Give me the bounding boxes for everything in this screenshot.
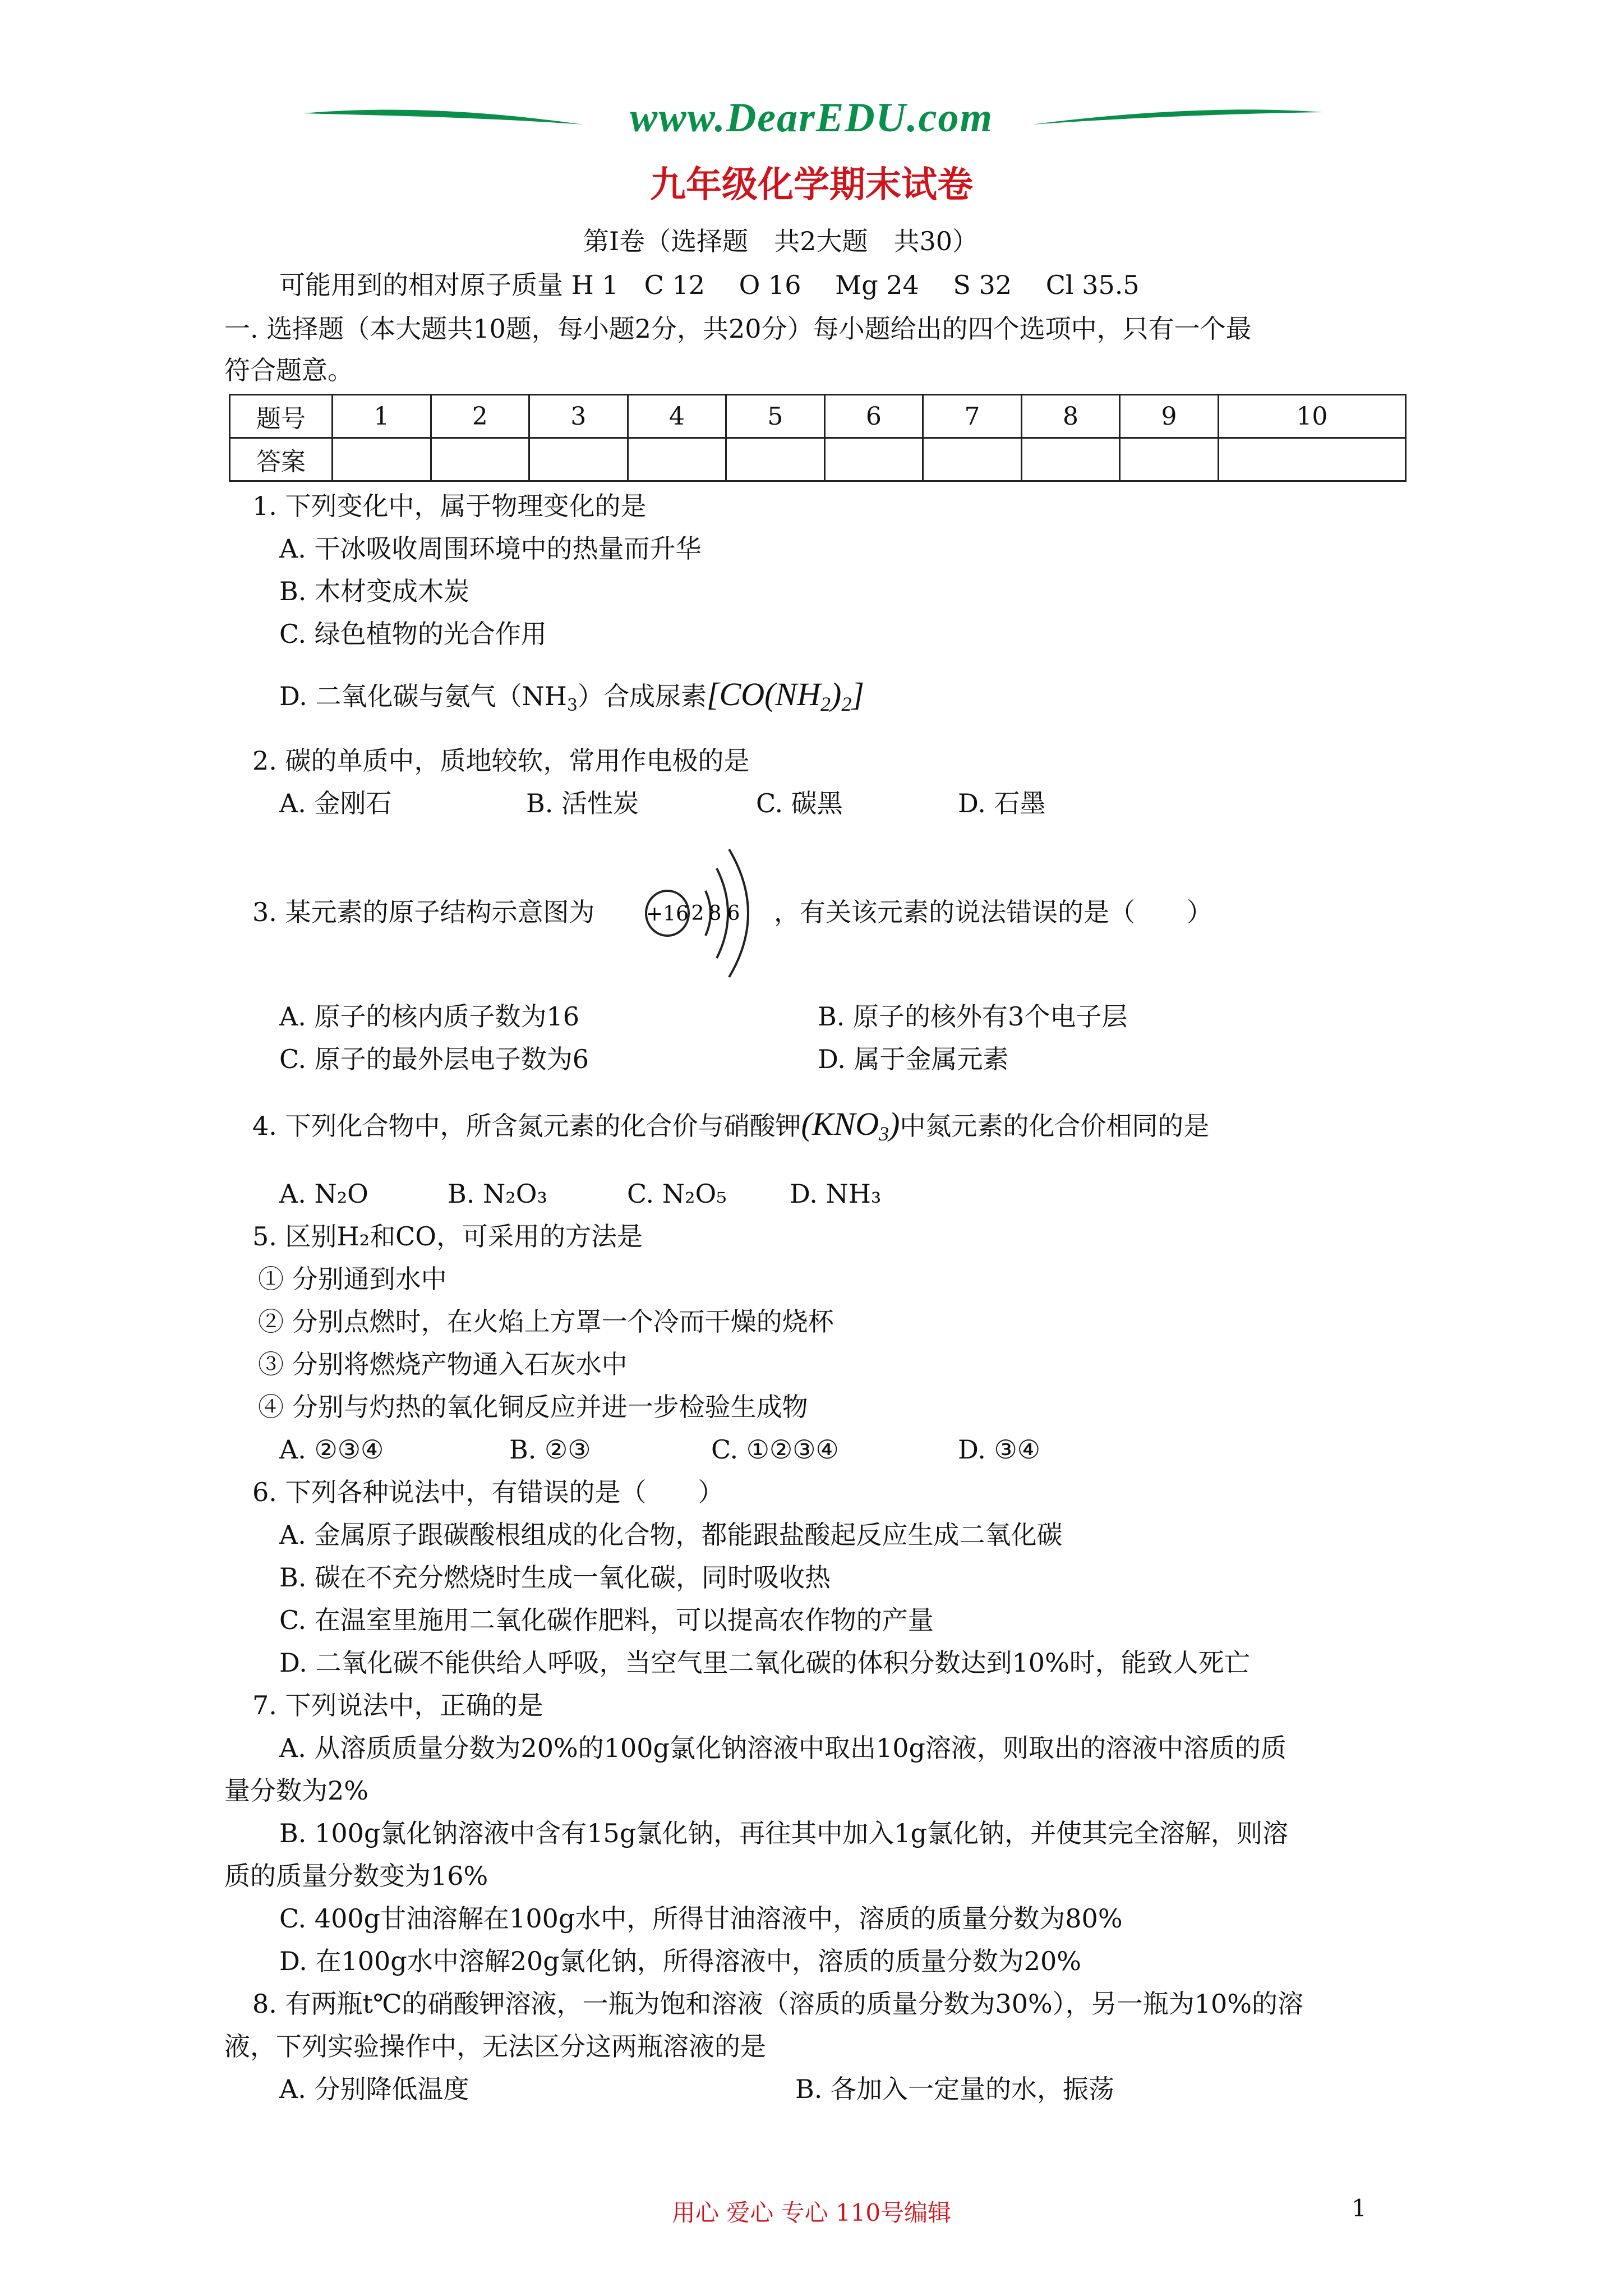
- answer-cell[interactable]: [1218, 438, 1405, 481]
- table-cell: 8: [1021, 395, 1120, 438]
- footer-text: 用心 爱心 专心 110号编辑: [671, 2199, 952, 2226]
- table-cell: 7: [923, 395, 1022, 438]
- q7-option-b-line1: B. 100g氯化钠溶液中含有15g氯化钠，再往其中加入1g氯化钠，并使其完全溶解，则溶: [279, 1818, 1288, 1848]
- q5-method-3: ③ 分别将燃烧产物通入石灰水中: [258, 1349, 628, 1379]
- q1-option-c: C. 绿色植物的光合作用: [279, 619, 547, 649]
- formula-part: ]: [851, 676, 864, 712]
- shell-2-count: 8: [708, 902, 722, 925]
- table-cell: 10: [1218, 395, 1405, 438]
- table-cell: 答案: [230, 438, 333, 481]
- q4-stem: [252, 1107, 1209, 1145]
- q5-option-b: B. ②③: [509, 1434, 591, 1465]
- q2-option-a: A. 金刚石: [279, 788, 392, 818]
- q2-stem: 2. 碳的单质中，质地较软，常用作电极的是: [252, 746, 750, 776]
- section-heading: 第Ⅰ卷（选择题 共2大题 共30）: [583, 226, 978, 256]
- q7-stem: 7. 下列说法中，正确的是: [252, 1690, 543, 1720]
- part1-instructions-2: 符合题意。: [224, 355, 353, 385]
- q6-option-d: D. 二氧化碳不能供给人呼吸，当空气里二氧化碳的体积分数达到10%时，能致人死亡: [279, 1648, 1250, 1678]
- q2-option-d: D. 石墨: [958, 788, 1046, 818]
- q8-option-b: B. 各加入一定量的水，振荡: [795, 2074, 1115, 2104]
- q5-method-4: ④ 分别与灼热的氧化铜反应并进一步检验生成物: [258, 1392, 808, 1422]
- formula-part: [CO(NH: [706, 676, 820, 712]
- q5-method-1: ① 分别通到水中: [258, 1264, 447, 1294]
- q8-stem-line1: 8. 有两瓶t℃的硝酸钾溶液，一瓶为饱和溶液（溶质的质量分数为30%），另一瓶为10%的溶: [252, 1989, 1303, 2019]
- table-cell: 3: [529, 395, 628, 438]
- q2-option-c: C. 碳黑: [756, 788, 843, 818]
- answer-cell[interactable]: [628, 438, 726, 481]
- formula-part: (KNO: [801, 1106, 879, 1142]
- answer-cell[interactable]: [923, 438, 1022, 481]
- q1-d-sub: 3: [566, 696, 578, 715]
- formula-sub: 3: [879, 1122, 889, 1145]
- page-number: 1: [1352, 2194, 1367, 2222]
- q1-d-text: D. 二氧化碳与氨气（NH: [279, 681, 567, 711]
- shell-3-count: 6: [727, 902, 740, 925]
- table-cell: 4: [628, 395, 726, 438]
- q4-option-c: C. N₂O₅: [627, 1179, 727, 1209]
- q1-option-d: [279, 678, 864, 717]
- shell-1-count: 2: [691, 902, 704, 925]
- q1-d-text2: ）合成尿素: [577, 681, 707, 711]
- table-cell: 题号: [230, 395, 333, 438]
- q7-option-c: C. 400g甘油溶解在100g水中，所得甘油溶液中，溶质的质量分数为80%: [279, 1903, 1123, 1934]
- atom-structure-diagram: [639, 835, 774, 992]
- answer-cell[interactable]: [726, 438, 825, 481]
- q8-option-a: A. 分别降低温度: [279, 2074, 469, 2104]
- formula-sub: 2: [841, 693, 852, 715]
- q7-option-a-line2: 量分数为2%: [224, 1775, 368, 1806]
- q1-option-a: A. 干冰吸收周围环境中的热量而升华: [279, 533, 702, 564]
- part1-instructions-1: 一. 选择题（本大题共10题，每小题2分，共20分）每小题给出的四个选项中，只有一个最: [224, 314, 1252, 344]
- q5-option-d: D. ③④: [958, 1434, 1040, 1465]
- q1-stem: 1. 下列变化中，属于物理变化的是: [252, 491, 647, 521]
- q2-option-b: B. 活性炭: [526, 788, 639, 818]
- answer-cell[interactable]: [431, 438, 529, 481]
- answer-cell[interactable]: [824, 438, 923, 481]
- kno3-formula: [801, 1106, 900, 1145]
- q3-stem-after: ，有关该元素的说法错误的是（ ）: [774, 897, 1212, 927]
- q6-option-b: B. 碳在不充分燃烧时生成一氧化碳，同时吸收热: [279, 1562, 831, 1593]
- site-banner[interactable]: www.DearEDU.com: [629, 95, 994, 141]
- q3-option-c: C. 原子的最外层电子数为6: [279, 1044, 589, 1074]
- q6-stem: 6. 下列各种说法中，有错误的是（ ）: [252, 1477, 724, 1507]
- urea-formula: [706, 676, 864, 715]
- table-cell: 6: [824, 395, 923, 438]
- q5-method-2: ② 分别点燃时，在火焰上方罩一个冷而干燥的烧杯: [258, 1306, 834, 1337]
- formula-part: ): [830, 676, 842, 712]
- q4-stem-after: 中氮元素的化合价相同的是: [900, 1111, 1210, 1141]
- answer-cell[interactable]: [333, 438, 431, 481]
- q6-option-a: A. 金属原子跟碳酸根组成的化合物，都能跟盐酸起反应生成二氧化碳: [279, 1520, 1063, 1550]
- q4-option-d: D. NH₃: [790, 1179, 882, 1209]
- q3-option-a: A. 原子的核内质子数为16: [279, 1001, 579, 1032]
- q5-option-c: C. ①②③④: [711, 1434, 839, 1465]
- q4-option-a: A. N₂O: [279, 1179, 368, 1209]
- table-cell: 5: [726, 395, 825, 438]
- atomic-masses: 可能用到的相对原子质量 H 1 C 12 O 16 Mg 24 S 32 Cl 35.5: [279, 270, 1140, 300]
- q7-option-d: D. 在100g水中溶解20g氯化钠，所得溶液中，溶质的质量分数为20%: [279, 1946, 1081, 1976]
- q6-option-c: C. 在温室里施用二氧化碳作肥料，可以提高农作物的产量: [279, 1605, 934, 1635]
- nucleus-charge: +16: [646, 903, 689, 926]
- answer-cell[interactable]: [1021, 438, 1120, 481]
- table-cell: 1: [333, 395, 431, 438]
- answer-cell[interactable]: [1120, 438, 1219, 481]
- q5-stem: 5. 区别H₂和CO，可采用的方法是: [252, 1221, 643, 1251]
- formula-sub: 2: [820, 693, 831, 715]
- q4-stem-before: 4. 下列化合物中，所含氮元素的化合价与硝酸钾: [252, 1111, 801, 1141]
- q3-option-b: B. 原子的核外有3个电子层: [818, 1001, 1128, 1032]
- answer-table: [229, 394, 1407, 482]
- q8-stem-line2: 液，下列实验操作中，无法区分这两瓶溶液的是: [224, 2031, 766, 2062]
- q3-option-d: D. 属于金属元素: [818, 1044, 1009, 1074]
- page-title: 九年级化学期末试卷: [650, 164, 973, 206]
- table-cell: 2: [431, 395, 529, 438]
- table-cell: 9: [1120, 395, 1219, 438]
- answer-cell[interactable]: [529, 438, 628, 481]
- q7-option-a-line1: A. 从溶质质量分数为20%的100g氯化钠溶液中取出10g溶液，则取出的溶液中溶质的质: [279, 1733, 1287, 1763]
- formula-part: ): [889, 1106, 900, 1142]
- table-row: [230, 438, 1406, 481]
- q3-stem-before: 3. 某元素的原子结构示意图为: [252, 897, 595, 927]
- q4-option-b: B. N₂O₃: [448, 1179, 547, 1209]
- q5-option-a: A. ②③④: [279, 1434, 384, 1465]
- table-row: [230, 395, 1406, 438]
- q1-option-b: B. 木材变成木炭: [279, 576, 470, 606]
- q7-option-b-line2: 质的质量分数变为16%: [224, 1861, 488, 1891]
